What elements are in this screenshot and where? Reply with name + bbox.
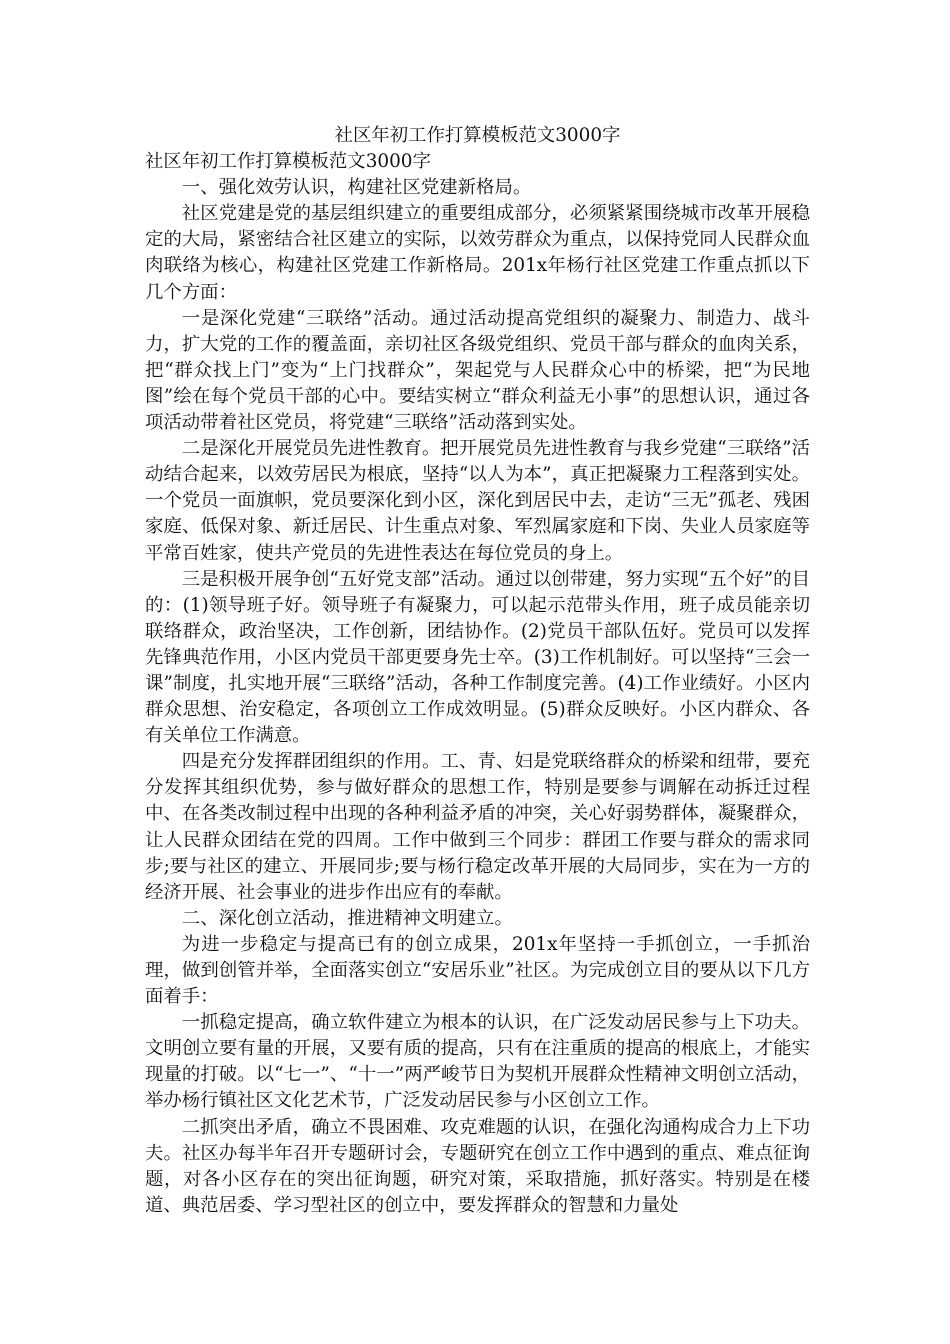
paragraph-section-2-point-2: 二抓突出矛盾，确立不畏困难、攻克难题的认识，在强化沟通构成合力上下功夫。社区办每半年召开专题研讨会，专题研究在创立工作中遇到的重点、难点征询题，对各小区存在的突出征询题，研究对策，采取措施，抓好落实。特别是在楼道、典范居委、学习型社区的创立中，要发挥群众的智慧和力量处: [145, 1116, 810, 1216]
paragraph-point-3: 三是积极开展争创“五好党支部”活动。通过以创带建，努力实现“五个好”的目的：(1)领导班子好。领导班子有凝聚力，可以起示范带头作用，班子成员能亲切联络群众，政治坚决，工作创新，团结协作。(2)党员干部队伍好。党员可以发挥先锋典范作用，小区内党员干部更要身先士卒。(3)工作机制好。可以坚持“三会一课”制度，扎实地开展“三联络”活动，各种工作制度完善。(4)工作业绩好。小区内群众思想、治安稳定，各项创立工作成效明显。(5)群众反映好。小区内群众、各有关单位工作满意。: [145, 568, 810, 747]
document-body: [145, 175, 810, 1219]
document-subtitle: 社区年初工作打算模板范文3000字: [145, 151, 431, 173]
section-heading-2: 二、深化创立活动，推进精神文明建立。: [181, 907, 513, 929]
paragraph-point-1: 一是深化党建“三联络”活动。通过活动提高党组织的凝聚力、制造力、战斗力，扩大党的工作的覆盖面，亲切社区各级党组织、党员干部与群众的血肉关系，把“群众找上门”变为“上门找群众”，架起党与人民群众心中的桥梁，把“为民地图”绘在每个党员干部的心中。要结实树立“群众利益无小事”的思想认识，通过各项活动带着社区党员，将党建“三联络”活动落到实处。: [145, 307, 810, 434]
section-heading-1: 一、强化效劳认识，构建社区党建新格局。: [181, 177, 532, 199]
paragraph-section-2-intro: 为进一步稳定与提高已有的创立成果，201x年坚持一手抓创立，一手抓治理，做到创管并举，全面落实创立“安居乐业”社区。为完成创立目的要从以下几方面着手：: [145, 933, 810, 1008]
document-page: [145, 123, 810, 1219]
paragraph-section-2-point-1: 一抓稳定提高，确立软件建立为根本的认识，在广泛发动居民参与上下功夫。文明创立要有量的开展，又要有质的提高，只有在注重质的提高的根底上，才能实现量的打破。以“七一”、“十一”两严峻节日为契机开展群众性精神文明创立活动，举办杨行镇社区文化艺术节，广泛发动居民参与小区创立工作。: [145, 1012, 810, 1112]
paragraph-intro: 社区党建是党的基层组织建立的重要组成部分，必须紧紧围绕城市改革开展稳定的大局，紧密结合社区建立的实际，以效劳群众为重点，以保持党同人民群众血肉联络为核心，构建社区党建工作新格局。201x年杨行社区党建工作重点抓以下几个方面：: [145, 203, 810, 303]
paragraph-point-4: 四是充分发挥群团组织的作用。工、青、妇是党联络群众的桥梁和纽带，要充分发挥其组织优势，参与做好群众的思想工作，特别是要参与调解在动拆迁过程中、在各类改制过程中出现的各种利益矛盾的冲突，关心好弱势群体，凝聚群众，让人民群众团结在党的四周。工作中做到三个同步：群团工作要与群众的需求同步;要与社区的建立、开展同步;要与杨行稳定改革开展的大局同步，实在为一方的经济开展、社会事业的进步作出应有的奉献。: [145, 751, 810, 903]
paragraph-point-2: 二是深化开展党员先进性教育。把开展党员先进性教育与我乡党建“三联络”活动结合起来，以效劳居民为根底，坚持“以人为本”，真正把凝聚力工程落到实处。一个党员一面旗帜，党员要深化到小区，深化到居民中去，走访“三无”孤老、残困家庭、低保对象、新迁居民、计生重点对象、军烈属家庭和下岗、失业人员家庭等平常百姓家，使共产党员的先进性表达在每位党员的身上。: [145, 438, 810, 564]
document-title: 社区年初工作打算模板范文3000字: [334, 125, 621, 146]
